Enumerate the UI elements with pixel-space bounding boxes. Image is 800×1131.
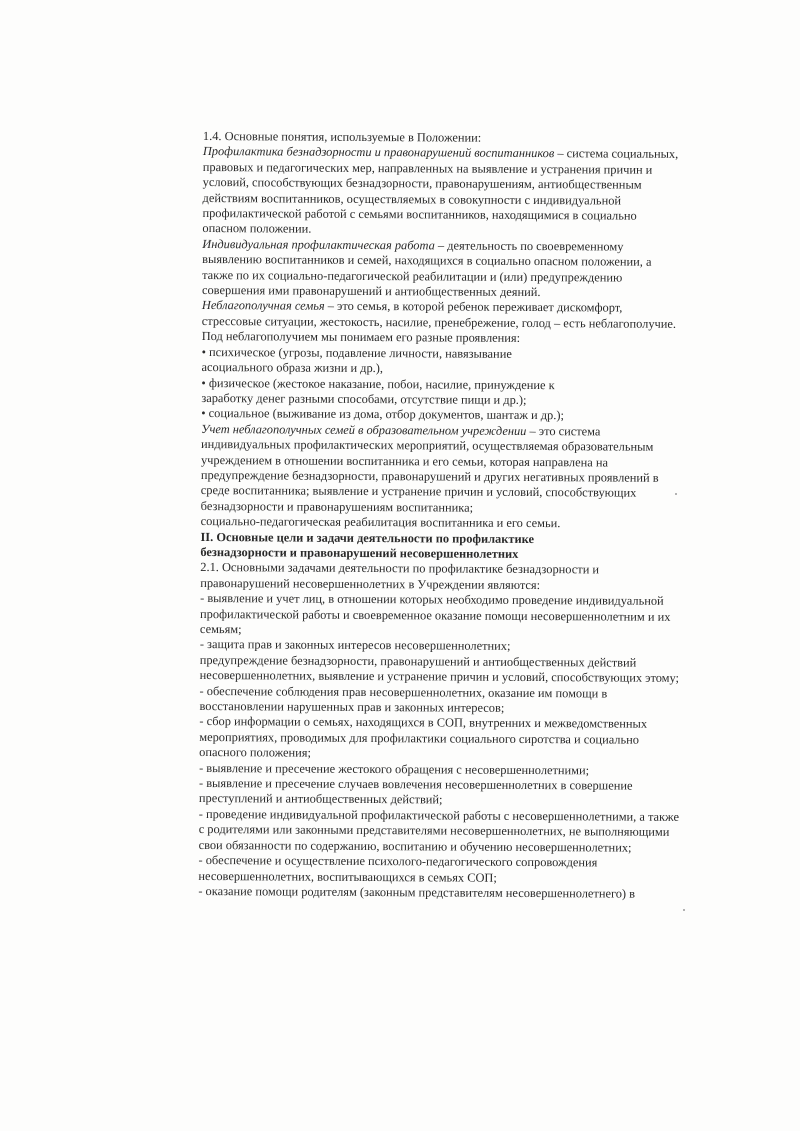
line-text: - выявление и пресечение жестокого обращения с несовершеннолетними;: [199, 760, 590, 778]
line-text: учреждением в отношении воспитанника и его семьи, которая направлена на: [200, 452, 609, 470]
line-text: действиям воспитанников, осуществляемых в совокупности с индивидуальной: [202, 190, 622, 208]
line-text: правонарушений несовершеннолетних в Учреждении являются:: [200, 575, 541, 592]
line-text: - обеспечение и осуществление психолого-педагогического сопровождения: [198, 853, 598, 870]
line-text: также по их социально-педагогической реабилитации и (или) предупреждению: [202, 267, 623, 285]
line-text: - оказание помощи родителям (законным представителям несовершеннолетнего) в: [198, 883, 636, 901]
line-text: – это семья, в которой ребенок переживает дискомфорт,: [324, 299, 623, 316]
text-line: [198, 884, 678, 902]
scan-speck: [675, 493, 677, 495]
line-text: мероприятиях, проводимых для профилактики социального сиротства и социально: [199, 729, 640, 747]
line-text: асоциального образа жизни и др.),: [201, 360, 384, 376]
term-definition: Неблагополучная семья: [201, 298, 325, 314]
term-definition: Индивидуальная профилактическая работа: [202, 236, 435, 253]
document-body: [198, 129, 683, 902]
line-text: - сбор информации о семьях, находящихся в СОП, внутренних и межведомственных: [199, 714, 648, 732]
line-text: предупреждение безнадзорности, правонарушений и антиобщественных действий: [199, 652, 637, 670]
line-text: восстановлении нарушенных прав и законных интересов;: [199, 699, 505, 715]
line-text: свои обязанности по содержанию, воспитанию и обучению несовершеннолетних;: [198, 837, 632, 855]
line-text: • социальное (выживание из дома, отбор документов, шантаж и др.);: [201, 406, 564, 423]
line-text: выявлению воспитанников и семей, находящихся в социально опасном положении, а: [202, 252, 652, 269]
line-text: несовершеннолетних, воспитывающихся в семьях СОП;: [198, 868, 497, 885]
line-text: семьям;: [199, 621, 242, 637]
line-text: - проведение индивидуальной профилактической работы с несовершеннолетними, а также: [198, 806, 680, 824]
section-heading: II. Основные цели и задачи деятельности по профилактике: [200, 529, 535, 546]
line-text: 2.1. Основными задачами деятельности по профилактике безнадзорности и: [200, 560, 600, 577]
line-text: заработку денег разными способами, отсутствие пищи и др.);: [201, 390, 527, 407]
line-text: профилактической работой с семьями воспитанников, находящимися в социально: [202, 206, 637, 223]
term-definition: Учет неблагополучных семей в образовательном учреждении: [201, 421, 527, 438]
section-heading: безнадзорности и правонарушений несовершеннолетних: [200, 544, 519, 561]
line-text: Под неблагополучием мы понимаем его разные проявления:: [201, 329, 521, 346]
line-text: совершения ими правонарушений и антиобщественных деяний.: [201, 283, 541, 300]
line-text: опасного положения;: [199, 745, 311, 760]
line-text: предупреждение безнадзорности, правонарушений и других негативных проявлений в: [200, 467, 659, 485]
line-text: • физическое (жестокое наказание, побои, насилие, принуждение к: [201, 375, 555, 392]
term-definition: Профилактика безнадзорности и правонарушений воспитанников: [202, 144, 555, 161]
line-text: • психическое (угрозы, подавление личности, навязывание: [201, 344, 512, 361]
line-text: – деятельность по своевременному: [434, 238, 624, 254]
line-text: условий, способствующих безнадзорности, правонарушениям, антиобщественным: [202, 175, 642, 192]
scan-speck: [683, 909, 685, 911]
line-text: с родителями или законными представителями несовершеннолетних, не выполняющими: [198, 822, 670, 840]
line-text: стрессовые ситуации, жестокость, насилие, пренебрежение, голод – есть неблагополучие.: [201, 313, 677, 331]
line-text: безнадзорности и правонарушениям воспитанника;: [200, 498, 474, 515]
line-text: правовых и педагогических мер, направленных на выявление и устранения причин и: [202, 159, 653, 177]
text-line: [200, 607, 680, 625]
line-text: опасном положении.: [202, 221, 312, 237]
line-text: 1.4. Основные понятия, используемые в Положении:: [202, 129, 482, 145]
line-text: преступлений и антиобщественных действий;: [198, 791, 443, 807]
line-text: - защита прав и законных интересов несовершеннолетних;: [199, 637, 511, 654]
line-text: среде воспитанника; выявление и устранение причин и условий, способствующих: [200, 483, 637, 500]
line-text: индивидуальных профилактических мероприятий, осуществляемая образовательным: [201, 437, 654, 454]
line-text: - выявление и учет лиц, в отношении которых необходимо проведение индивидуальной: [200, 591, 664, 609]
line-text: несовершеннолетних, выявление и устранение причин и условий, способствующих этому;: [199, 668, 680, 686]
line-text: социально-педагогическая реабилитация воспитанника и его семьи.: [200, 514, 561, 531]
line-text: - обеспечение соблюдения прав несовершеннолетних, оказание им помощи в: [199, 683, 608, 701]
line-text: - выявление и пресечение случаев вовлечения несовершеннолетних в совершение: [198, 776, 633, 793]
line-text: – это система: [526, 423, 601, 439]
line-text: профилактической работы и своевременное оказание помощи несовершеннолетним и их: [199, 606, 671, 624]
line-text: – система социальных,: [554, 146, 679, 162]
